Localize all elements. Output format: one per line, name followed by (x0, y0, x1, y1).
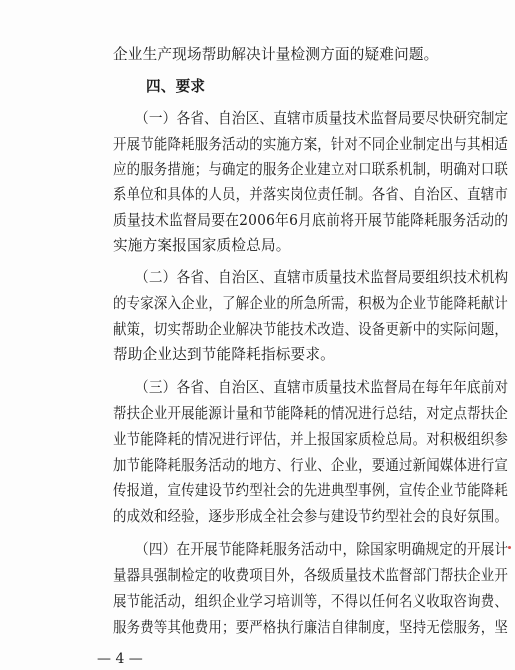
paragraph-2-line: 的专家深入企业，了解企业的所急所需，积极为企业节能降耗献计 (113, 295, 509, 312)
text-line: 企业生产现场帮助解决计量检测方面的疑难问题。 (113, 46, 439, 63)
page-number: — 4 — (97, 651, 143, 667)
paragraph-3-line: （三）各省、自治区、直辖市质量技术监督局在每年年底前对 (135, 379, 509, 396)
paragraph-1-line: 应的服务措施；与确定的服务企业建立对口联系机制，明确对口联 (113, 161, 509, 178)
paragraph-1-line: 开展节能降耗服务活动的实施方案，针对不同企业制定出与其相适 (113, 136, 509, 153)
paragraph-1-line: 质量技术监督局要在2006年6月底前将开展节能降耗服务活动的 (113, 212, 509, 229)
paragraph-2-line: 帮助企业达到节能降耗指标要求。 (113, 346, 335, 363)
paragraph-3-line: 的成效和经验，逐步形成全社会参与建设节约型社会的良好氛围。 (113, 508, 509, 525)
paragraph-2-line: 献策，切实帮助企业解决节能技术改造、设备更新中的实际问题， (113, 321, 509, 338)
paragraph-4-line: 展节能活动，组织企业学习培训等，不得以任何名义收取咨询费、 (113, 593, 509, 610)
scan-speck (508, 546, 511, 549)
paragraph-3-line: 帮扶企业开展能源计量和节能降耗的情况进行总结，对定点帮扶企 (113, 405, 509, 422)
paragraph-4-line: 量器具强制检定的收费项目外，各级质量技术监督部门帮扶企业开 (113, 567, 509, 584)
section-heading: 四、要求 (146, 78, 206, 95)
paragraph-1-line: （一）各省、自治区、直辖市质量技术监督局要尽快研究制定 (135, 110, 509, 127)
paragraph-1-line: 系单位和具体的人员，并落实岗位责任制。各省、自治区、直辖市 (113, 186, 509, 203)
paragraph-3-line: 加节能降耗服务活动的地方、行业、企业，要通过新闻媒体进行宣 (113, 457, 509, 474)
paragraph-3-line: 业节能降耗的情况进行评估，并上报国家质检总局。对积极组织参 (113, 431, 509, 448)
paragraph-3-line: 传报道，宣传建设节约型社会的先进典型事例，宣传企业节能降耗 (113, 482, 509, 499)
paragraph-4-line: （四）在开展节能降耗服务活动中，除国家明确规定的开展计 (135, 541, 509, 558)
paragraph-2-line: （二）各省、自治区、直辖市质量技术监督局要组织技术机构 (135, 269, 509, 286)
paragraph-1-line: 实施方案报国家质检总局。 (113, 237, 291, 254)
paragraph-4-line: 服务费等其他费用；要严格执行廉洁自律制度，坚持无偿服务，坚 (113, 619, 509, 636)
